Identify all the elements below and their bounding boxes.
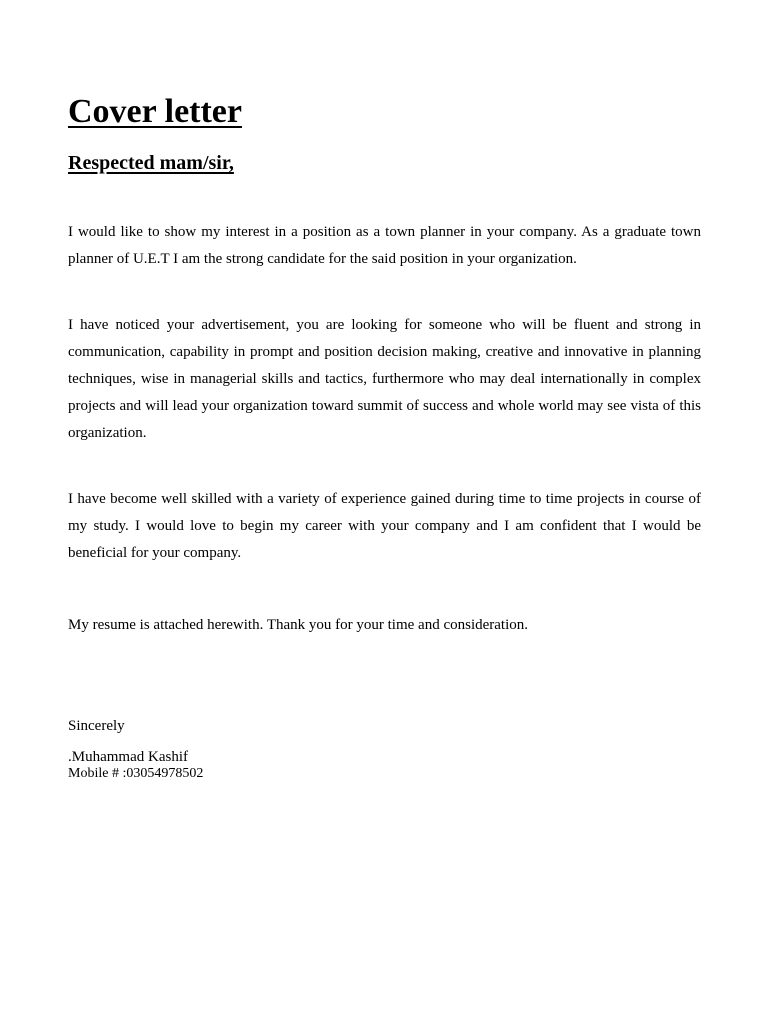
salutation: Respected mam/sir, — [68, 152, 234, 174]
paragraph-advertisement: I have noticed your advertisement, you are looking for someone who will be fluent and strong in communication, capability in prompt and position decision making, creative and innovative in planning techniques, wise in managerial skills and tactics, furthermore who may deal internationally in complex projects and will lead your organization toward summit of success and whole world may see vista of this organization. — [68, 317, 701, 441]
paragraph-experience: I have become well skilled with a variety of experience gained during time to time projects in course of my study. I would love to begin my career with your company and I am confident that I would be beneficial for your company. — [68, 491, 701, 561]
signature-name: .Muhammad Kashif — [68, 749, 188, 765]
mobile-number: Mobile # :03054978502 — [68, 766, 204, 781]
paragraph-resume: My resume is attached herewith. Thank you for your time and consideration. — [68, 617, 529, 633]
document-title: Cover letter — [68, 93, 242, 130]
paragraph-interest: I would like to show my interest in a position as a town planner in your company. As a graduate town planner of U.E.T I am the strong candidate for the said position in your organization. — [68, 224, 701, 267]
closing: Sincerely — [68, 718, 125, 734]
